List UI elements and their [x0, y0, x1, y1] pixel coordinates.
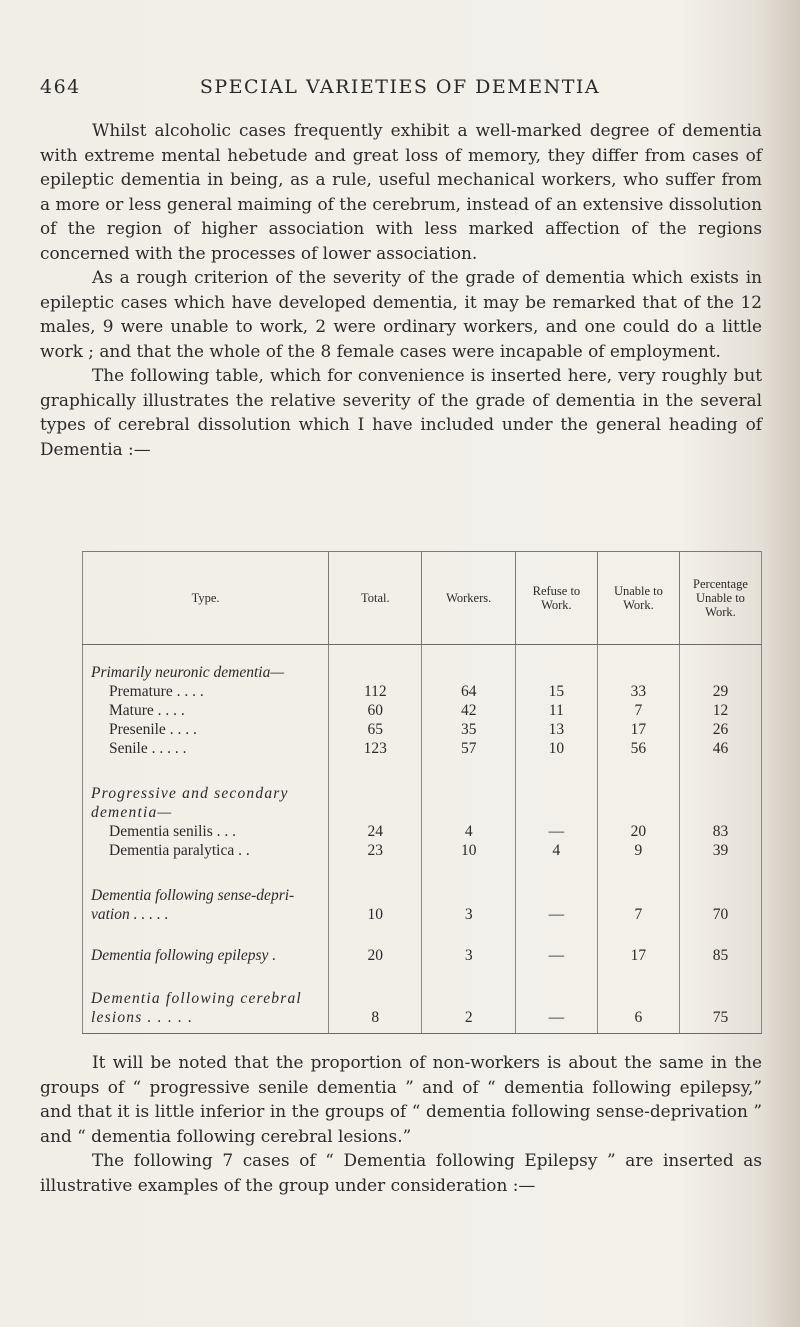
- cell-refuse: —: [515, 860, 597, 924]
- cell-percentage: 39: [679, 841, 761, 860]
- cell-workers: 2: [422, 965, 515, 1034]
- header-workers: Workers.: [422, 552, 515, 645]
- cell-total: 123: [329, 739, 422, 758]
- cell-workers: 42: [422, 701, 515, 720]
- cell-total: 60: [329, 701, 422, 720]
- cell-percentage: 83: [679, 822, 761, 841]
- cell-unable: 17: [597, 924, 679, 965]
- cell-percentage: 29: [679, 682, 761, 701]
- group-heading-row: [83, 758, 762, 822]
- table-row: [83, 965, 762, 1034]
- cell-workers: 4: [422, 822, 515, 841]
- cell-unable: 7: [597, 701, 679, 720]
- cell-percentage: 70: [679, 860, 761, 924]
- cell-workers: 3: [422, 924, 515, 965]
- cell-percentage: 85: [679, 924, 761, 965]
- cell-total: 112: [329, 682, 422, 701]
- header-type: Type.: [83, 552, 329, 645]
- cell-refuse: 10: [515, 739, 597, 758]
- paragraph: It will be noted that the proportion of non-workers is about the same in the groups of “ progressive senile dementia ” and of “ dementia following epilepsy,” and that it is little inferior in the groups of “ dementia following sense-deprivation ” and “ dementia following cerebral lesions.”: [40, 1052, 762, 1146]
- cell-refuse: —: [515, 822, 597, 841]
- cell-refuse: 4: [515, 841, 597, 860]
- row-type: Senile . . . . .: [83, 739, 329, 758]
- cell-unable: 56: [597, 739, 679, 758]
- body-text-top: [40, 118, 762, 461]
- cell-workers: 10: [422, 841, 515, 860]
- group-title: Primarily neuronic dementia—: [83, 645, 329, 683]
- row-type: Dementia paralytica . .: [83, 841, 329, 860]
- table-row: [83, 860, 762, 924]
- cell-total: 65: [329, 720, 422, 739]
- table-row: [83, 822, 762, 841]
- header-unable: Unable to Work.: [597, 552, 679, 645]
- cell-unable: 7: [597, 860, 679, 924]
- header-percentage: Percentage Unable to Work.: [679, 552, 761, 645]
- table-row: [83, 720, 762, 739]
- cell-workers: 64: [422, 682, 515, 701]
- paragraph: Whilst alcoholic cases frequently exhibit a well-marked degree of dementia with extreme mental hebetude and great loss of memory, they differ from cases of epileptic dementia in being, as a rule, useful mechanical workers, who suffer from a more or less general maiming of the cerebrum, instead of an extensive dissolution of the region of higher association with less marked affection of the regions concerned with the processes of lower association.: [40, 120, 762, 263]
- group-heading-row: [83, 645, 762, 683]
- group-title: Progressive and secondary dementia—: [83, 758, 329, 822]
- paragraph: The following 7 cases of “ Dementia following Epilepsy ” are inserted as illustrative examples of the group under consideration :—: [40, 1150, 762, 1195]
- cell-total: 8: [329, 965, 422, 1034]
- body-text-bottom: [40, 1050, 762, 1197]
- cell-refuse: 11: [515, 701, 597, 720]
- cell-total: 10: [329, 860, 422, 924]
- cell-total: 24: [329, 822, 422, 841]
- cell-unable: 20: [597, 822, 679, 841]
- cell-percentage: 26: [679, 720, 761, 739]
- cell-unable: 33: [597, 682, 679, 701]
- cell-unable: 9: [597, 841, 679, 860]
- row-type: Dementia following cerebral lesions . . . . .: [83, 965, 329, 1034]
- row-type: Dementia senilis . . .: [83, 822, 329, 841]
- row-type: Presenile . . . .: [83, 720, 329, 739]
- table-row: [83, 841, 762, 860]
- cell-refuse: 13: [515, 720, 597, 739]
- row-type: Premature . . . .: [83, 682, 329, 701]
- cell-workers: 57: [422, 739, 515, 758]
- table-row: [83, 924, 762, 965]
- cell-refuse: —: [515, 924, 597, 965]
- cell-unable: 17: [597, 720, 679, 739]
- cell-workers: 35: [422, 720, 515, 739]
- cell-workers: 3: [422, 860, 515, 924]
- row-type: Dementia following epilepsy .: [83, 924, 329, 965]
- table-row: [83, 701, 762, 720]
- running-header: [40, 76, 760, 106]
- header-total: Total.: [329, 552, 422, 645]
- row-type: Dementia following sense-depri- vation . . . . .: [83, 860, 329, 924]
- cell-total: 20: [329, 924, 422, 965]
- cell-refuse: 15: [515, 682, 597, 701]
- cell-percentage: 75: [679, 965, 761, 1034]
- table-header-row: [83, 552, 762, 645]
- page-number: 464: [40, 76, 81, 98]
- row-type: Mature . . . .: [83, 701, 329, 720]
- table-row: [83, 739, 762, 758]
- cell-percentage: 12: [679, 701, 761, 720]
- cell-total: 23: [329, 841, 422, 860]
- table-row: [83, 682, 762, 701]
- paragraph: The following table, which for convenience is inserted here, very roughly but graphically illustrates the relative severity of the grade of dementia in the several types of cerebral dissolution which I have included under the general heading of Dementia :—: [40, 365, 762, 459]
- cell-unable: 6: [597, 965, 679, 1034]
- running-title: SPECIAL VARIETIES OF DEMENTIA: [199, 76, 601, 98]
- paragraph: As a rough criterion of the severity of the grade of dementia which exists in epileptic cases which have developed dementia, it may be remarked that of the 12 males, 9 were unable to work, 2 were ordinary workers, and one could do a little work ; and that the whole of the 8 female cases were incapable of employment.: [40, 267, 762, 361]
- header-refuse: Refuse to Work.: [515, 552, 597, 645]
- cell-percentage: 46: [679, 739, 761, 758]
- dementia-severity-table: [82, 551, 762, 1031]
- cell-refuse: —: [515, 965, 597, 1034]
